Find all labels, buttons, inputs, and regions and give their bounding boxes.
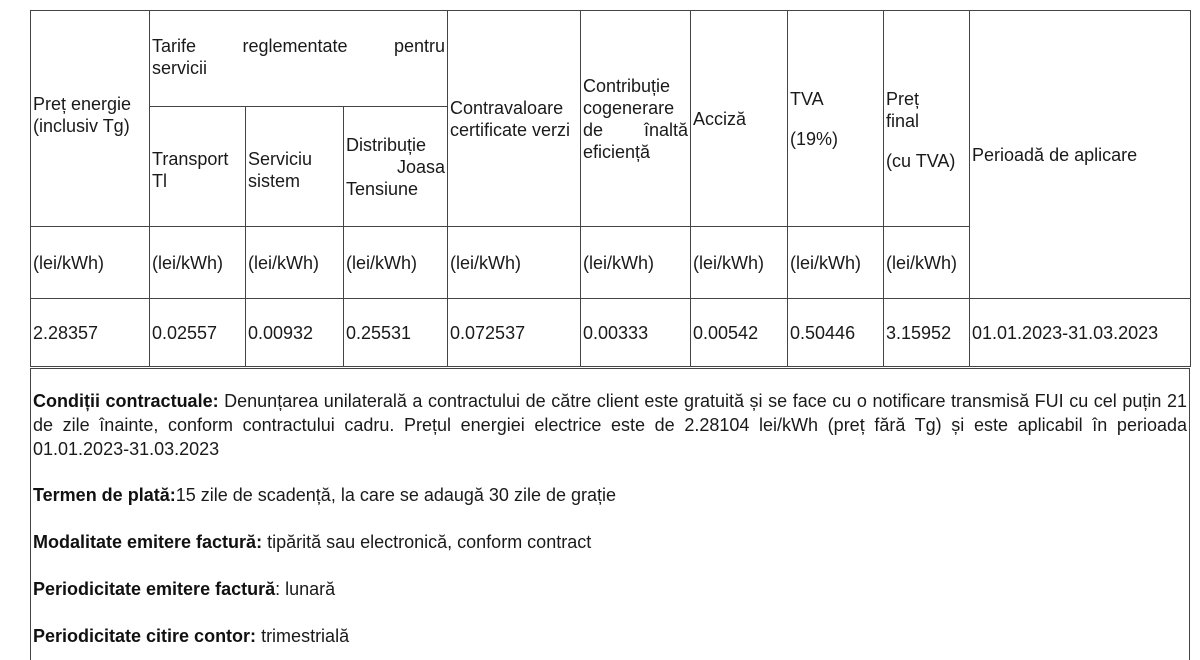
header-transport-label: Transport Tl bbox=[152, 148, 229, 191]
payment-term bbox=[33, 483, 1187, 507]
contract-conditions-label: Condiții contractuale: bbox=[33, 391, 219, 411]
meter-reading bbox=[33, 624, 1187, 648]
header-serviciu-sistem bbox=[246, 107, 344, 227]
contract-conditions-text: Denunțarea unilaterală a contractului de către client este gratuită și se face cu o notificare transmisă FUI cu cel puțin 21 de zile înainte, conform contractului cadru. Prețul energiei electrice este de 2.28104 lei/kWh (preț fără Tg) și este aplicabil în perioada 01.01.2023-31.03.2023 bbox=[33, 391, 1187, 459]
unit-cell: (lei/kWh) bbox=[344, 227, 448, 299]
header-contravaloare bbox=[448, 11, 581, 227]
invoice-mode-text: tipărită sau electronică, conform contract bbox=[262, 532, 592, 552]
header-cogenerare-line1: Contribuție bbox=[583, 75, 671, 96]
header-distributie-line2: Joasa bbox=[396, 156, 446, 177]
value-acciza: 0.00542 bbox=[691, 299, 788, 367]
value-pret-energie: 2.28357 bbox=[31, 299, 150, 367]
header-distributie bbox=[344, 107, 448, 227]
header-tva bbox=[788, 11, 884, 227]
unit-cell: (lei/kWh) bbox=[31, 227, 150, 299]
value-pret-final: 3.15952 bbox=[884, 299, 970, 367]
unit-cell: (lei/kWh) bbox=[691, 227, 788, 299]
header-tarife-group bbox=[150, 11, 448, 107]
header-cogenerare-line2: cogenerare bbox=[583, 97, 675, 118]
header-pret-energie bbox=[31, 11, 150, 227]
header-acciza-label: Acciză bbox=[693, 108, 747, 129]
header-pret-final-line2: final bbox=[886, 110, 920, 131]
invoice-mode-label: Modalitate emitere factură: bbox=[33, 532, 263, 552]
invoice-period-text: : lunară bbox=[275, 579, 336, 599]
invoice-mode bbox=[33, 530, 1187, 554]
header-perioada bbox=[970, 11, 1191, 299]
header-cogenerare-line3: de înaltă bbox=[583, 119, 689, 140]
value-distributie: 0.25531 bbox=[344, 299, 448, 367]
header-tva-line1: TVA bbox=[790, 88, 824, 109]
value-transport: 0.02557 bbox=[150, 299, 246, 367]
header-pret-energie-label: Preț energie (inclusiv Tg) bbox=[33, 93, 132, 136]
header-cogenerare-line4: eficiență bbox=[583, 141, 651, 162]
header-tarife-line1: Tarife reglementate pentru bbox=[152, 36, 446, 56]
payment-term-text: 15 zile de scadență, la care se adaugă 30 zile de grație bbox=[175, 485, 616, 505]
header-cogenerare bbox=[581, 11, 691, 227]
unit-cell: (lei/kWh) bbox=[448, 227, 581, 299]
header-distributie-line1: Distribuție bbox=[346, 134, 427, 155]
header-pret-final-line1: Preț bbox=[886, 88, 920, 109]
value-serviciu-sistem: 0.00932 bbox=[246, 299, 344, 367]
header-acciza bbox=[691, 11, 788, 227]
header-pret-final-line3: (cu TVA) bbox=[886, 150, 956, 171]
conditions-section bbox=[30, 368, 1190, 660]
unit-cell: (lei/kWh) bbox=[246, 227, 344, 299]
unit-cell: (lei/kWh) bbox=[150, 227, 246, 299]
value-tva: 0.50446 bbox=[788, 299, 884, 367]
tariff-table bbox=[30, 10, 1191, 367]
header-serviciu-sistem-label: Serviciu sistem bbox=[248, 148, 313, 191]
unit-cell: (lei/kWh) bbox=[581, 227, 691, 299]
header-distributie-line3: Tensiune bbox=[346, 178, 419, 199]
header-contravaloare-label: Contravaloare certificate verzi bbox=[450, 97, 571, 140]
header-pret-final bbox=[884, 11, 970, 227]
header-tarife-line2: servicii bbox=[152, 58, 208, 78]
invoice-period-label: Periodicitate emitere factură bbox=[33, 579, 276, 599]
contract-conditions bbox=[33, 389, 1187, 461]
value-perioada: 01.01.2023-31.03.2023 bbox=[970, 299, 1191, 367]
header-tva-line2: (19%) bbox=[790, 128, 839, 149]
meter-reading-text: trimestrială bbox=[256, 626, 350, 646]
value-contravaloare: 0.072537 bbox=[448, 299, 581, 367]
value-cogenerare: 0.00333 bbox=[581, 299, 691, 367]
unit-cell: (lei/kWh) bbox=[788, 227, 884, 299]
payment-term-label: Termen de plată: bbox=[33, 485, 176, 505]
header-transport bbox=[150, 107, 246, 227]
meter-reading-label: Periodicitate citire contor: bbox=[33, 626, 257, 646]
values-row bbox=[31, 299, 1191, 367]
unit-cell: (lei/kWh) bbox=[884, 227, 970, 299]
invoice-period bbox=[33, 577, 1187, 601]
header-perioada-label: Perioadă de aplicare bbox=[972, 144, 1138, 165]
